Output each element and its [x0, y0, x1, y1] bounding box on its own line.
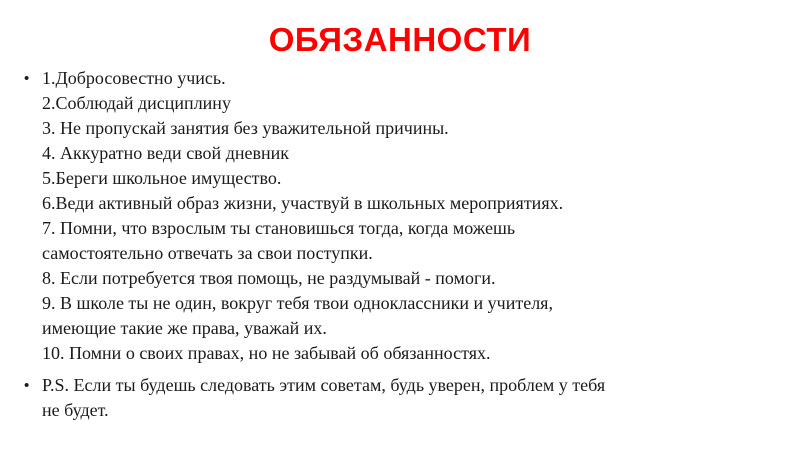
duty-line: имеющие такие же права, уважай их.: [42, 318, 327, 338]
duty-line: 4. Аккуратно веди свой дневник: [42, 143, 289, 163]
duty-line: 1.Добросовестно учись.: [42, 68, 226, 88]
ps-line: P.S. Если ты будешь следовать этим советам, будь уверен, проблем у тебя: [42, 375, 606, 395]
ps-bullet: [24, 373, 744, 423]
duty-line: 7. Помни, что взрослым ты становишься тогда, когда можешь: [42, 218, 516, 238]
duty-line: 5.Береги школьное имущество.: [42, 168, 282, 188]
slide-body: [24, 66, 744, 423]
duties-bullet: [24, 66, 744, 366]
duty-line: 3. Не пропускай занятия без уважительной причины.: [42, 118, 449, 138]
duty-line: самостоятельно отвечать за свои поступки.: [42, 243, 373, 263]
duty-line: 2.Соблюдай дисциплину: [42, 93, 231, 113]
duty-line: 8. Если потребуется твоя помощь, не раздумывай - помоги.: [42, 268, 496, 288]
bullet-marker: •: [24, 70, 30, 87]
slide-title: ОБЯЗАННОСТИ: [268, 21, 532, 58]
duty-line: 9. В школе ты не один, вокруг тебя твои одноклассники и учителя,: [42, 293, 553, 313]
duty-line: 6.Веди активный образ жизни, участвуй в школьных мероприятиях.: [42, 193, 564, 213]
duty-line: 10. Помни о своих правах, но не забывай об обязанностях.: [42, 343, 491, 363]
bullet-marker: •: [24, 377, 30, 394]
ps-line: не будет.: [42, 400, 109, 420]
